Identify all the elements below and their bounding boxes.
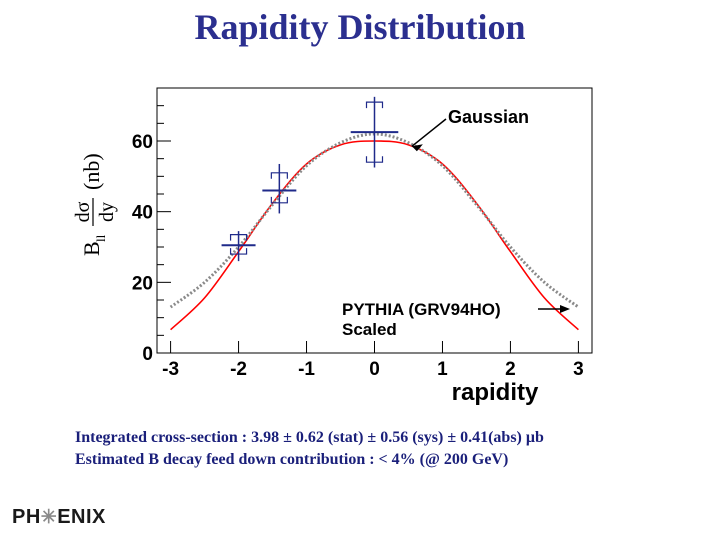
page-title: Rapidity Distribution bbox=[194, 7, 526, 47]
y-label-denominator: dy bbox=[96, 202, 118, 222]
gaussian-arrow bbox=[412, 119, 446, 146]
x-tick-label: -2 bbox=[230, 359, 248, 380]
logo-text-left: PH bbox=[12, 506, 41, 528]
y-label-subscript: ll bbox=[93, 234, 108, 242]
data-point bbox=[351, 97, 399, 168]
x-tick-label: 0 bbox=[369, 359, 380, 380]
x-tick-label: 3 bbox=[573, 359, 584, 380]
x-axis-label: rapidity bbox=[451, 379, 539, 406]
y-tick-label: 20 bbox=[131, 273, 153, 295]
y-tick-label: 0 bbox=[142, 344, 153, 365]
y-axis-label bbox=[72, 153, 118, 256]
y-label-group bbox=[72, 153, 118, 256]
pythia-arrowhead bbox=[560, 305, 570, 313]
pythia-annotation-line1: PYTHIA (GRV94HO) bbox=[342, 300, 501, 319]
x-tick-label: -3 bbox=[162, 359, 180, 380]
x-tick-label: -1 bbox=[298, 359, 315, 380]
y-label-numerator: dσ bbox=[72, 201, 94, 223]
gaussian-annotation: Gaussian bbox=[448, 107, 530, 127]
logo-text-right: ENIX bbox=[57, 506, 106, 528]
x-tick-label: 2 bbox=[505, 359, 516, 380]
star-burst-icon: ✳ bbox=[40, 507, 58, 528]
phenix-logo bbox=[12, 506, 106, 529]
data-point bbox=[262, 164, 296, 213]
x-tick-label: 1 bbox=[437, 359, 448, 380]
y-tick-label: 40 bbox=[131, 202, 153, 224]
caption-cross-section: Integrated cross-section : 3.98 ± 0.62 (stat) ± 0.56 (sys) ± 0.41(abs) μb bbox=[75, 429, 544, 446]
caption-feed-down: Estimated B decay feed down contribution : < 4% (@ 200 GeV) bbox=[75, 451, 509, 468]
y-label-unit: (nb) bbox=[79, 153, 104, 190]
y-label-prefix: B bbox=[79, 241, 104, 256]
pythia-annotation-line2: Scaled bbox=[342, 320, 397, 339]
y-tick-label: 60 bbox=[131, 132, 153, 153]
